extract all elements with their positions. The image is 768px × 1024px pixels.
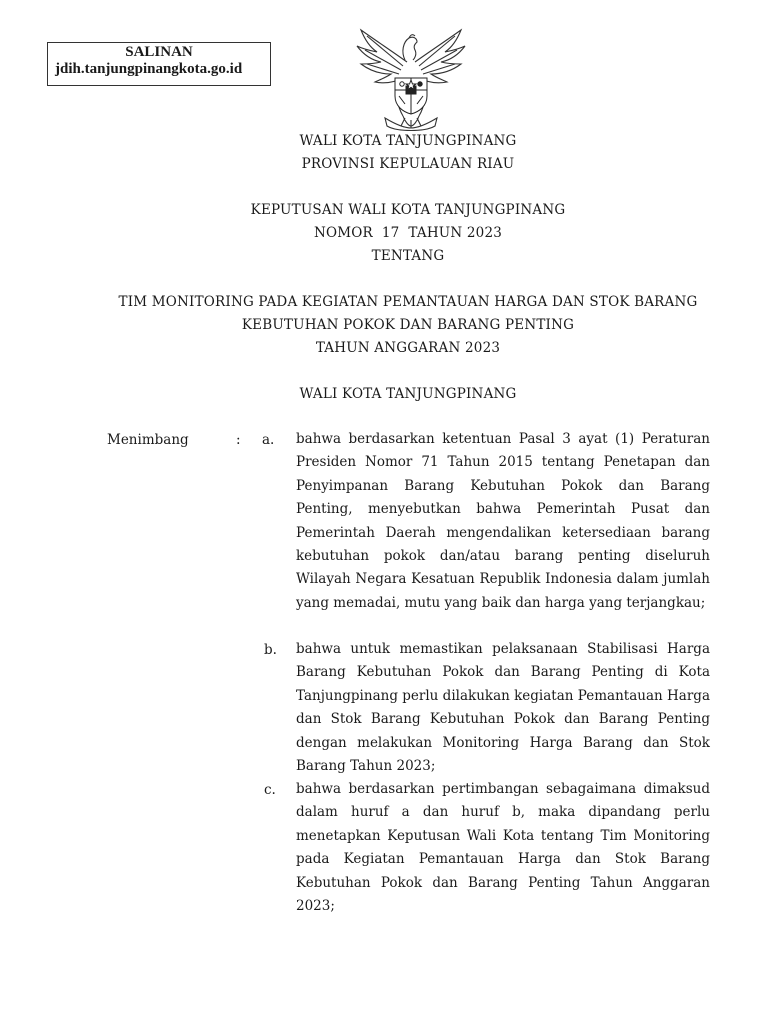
decree-number: NOMOR 17 TAHUN 2023	[313, 225, 503, 241]
jdih-url: jdih.tanjungpinangkota.go.id	[55, 61, 243, 77]
item-c-text: bahwa berdasarkan pertimbangan sebagaimana dimaksud dalam huruf a dan huruf b, maka dipandang perlu menetapkan Keputusan Wali Kota tentang Tim Monitoring pada Kegiatan Pemantauan Harga dan Stok Barang Kebutuhan Pokok dan Barang Penting Tahun Anggaran 2023;	[296, 781, 710, 915]
decree-subject-line3: TAHUN ANGGARAN 2023	[315, 340, 501, 356]
considering-label: Menimbang	[107, 432, 189, 448]
considering-colon: :	[236, 432, 241, 448]
decree-title: KEPUTUSAN WALI KOTA TANJUNGPINANG	[250, 202, 566, 218]
issuer-heading: WALI KOTA TANJUNGPINANG	[299, 386, 517, 402]
decree-subject-line2: KEBUTUHAN POKOK DAN BARANG PENTING	[241, 317, 575, 333]
item-a-text: bahwa berdasarkan ketentuan Pasal 3 ayat (1) Peraturan Presiden Nomor 71 Tahun 2015 tentang Penetapan dan Penyimpanan Barang Kebutuhan Pokok dan Barang Penting, menyebutkan bahwa Pemerintah Pusat dan Pemerintah Daerah mengendalikan ketersediaan barang kebutuhan pokok dan/atau barang penting diseluruh Wilayah Negara Kesatuan Republik Indonesia dalam jumlah yang memadai, mutu yang baik dan harga yang terjangkau;	[296, 431, 710, 611]
decree-subject-line1: TIM MONITORING PADA KEGIATAN PEMANTAUAN HARGA DAN STOK BARANG	[118, 294, 698, 310]
salinan-label: SALINAN	[125, 44, 193, 60]
decree-about: TENTANG	[371, 248, 445, 264]
item-b-text: bahwa untuk memastikan pelaksanaan Stabilisasi Harga Barang Kebutuhan Pokok dan Barang Penting di Kota Tanjungpinang perlu dilakukan kegiatan Pemantauan Harga dan Stok Barang Kebutuhan Pokok dan Barang Penting dengan melakukan Monitoring Harga Barang dan Stok Barang Tahun 2023;	[296, 641, 710, 775]
item-b-marker: b.	[264, 642, 277, 658]
item-c-marker: c.	[264, 782, 276, 798]
salinan-stamp-box	[47, 42, 271, 86]
province-heading: PROVINSI KEPULAUAN RIAU	[301, 156, 515, 172]
authority-heading: WALI KOTA TANJUNGPINANG	[299, 133, 517, 149]
garuda-emblem-icon	[353, 22, 469, 134]
item-a-marker: a.	[262, 432, 275, 448]
